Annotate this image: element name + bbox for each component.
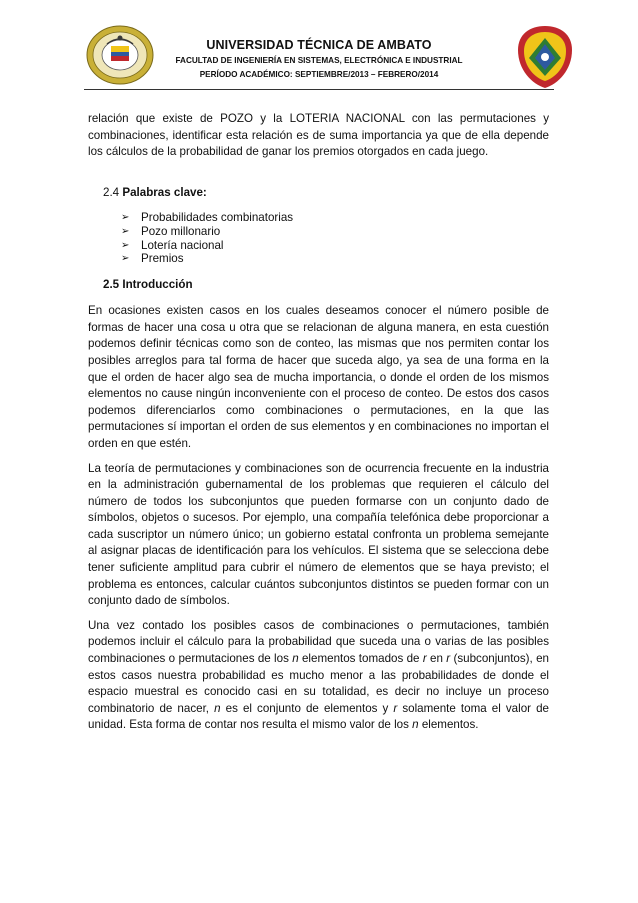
paragraph-intro-continuation: relación que existe de POZO y la LOTERIA NACIONAL con las permutaciones y combinaciones, identificar esta relación es de suma importancia ya que de ella depende los cálculos de la probabilidad de ganar los premios otorgados en cada juego. xyxy=(88,112,549,159)
keyword-text: Pozo millonario xyxy=(141,224,221,238)
list-item xyxy=(121,239,549,253)
section-number: 2.4 xyxy=(103,185,120,199)
text-run: solamente toma el valor de unidad. Esta forma de contar nos resulta el mismo valor de los xyxy=(88,701,549,732)
variable-r: r xyxy=(446,652,451,666)
variable-r: r xyxy=(422,652,427,666)
text-run: (subconjuntos), en estos casos nuestra probabilidad es mucho menor a las probabilidades de donde el espacio muestral es conocido casi en su totalidad, es decir no incluye un proceso combinatorio de nacer, xyxy=(88,652,549,715)
arrow-bullet-icon: ➢ xyxy=(121,239,130,251)
variable-n: n xyxy=(292,652,299,666)
introduction-heading xyxy=(103,277,549,294)
arrow-bullet-icon: ➢ xyxy=(121,225,130,237)
paragraph-counting: En ocasiones existen casos en los cuales deseamos conocer el número posible de formas de hacer una cosa u otra que se relacionan de alguna manera, en esta cuestión podemos definir técnicas como son de conteo, las mismas que nos permiten contar los posibles arreglos para tal forma de hacer que suceda algo, ya sea de una forma en la que el orden de hacer algo sea de mucha importancia, o donde el orden de los mismos elementos no cause ningún inconveniente con el proceso de conteo. De estos dos casos podemos diferenciarlos como combinaciones o permutaciones, en la que las permutaciones sí importan el orden de sus elementos y en combinaciones no importan el orden en que estén. xyxy=(88,304,549,450)
academic-period: PERÍODO ACADÉMICO: SEPTIEMBRE/2013 – FEBRERO/2014 xyxy=(199,70,439,79)
keywords-heading xyxy=(103,185,549,202)
section-title: Palabras clave: xyxy=(122,185,207,199)
text-run: en xyxy=(426,652,447,666)
paragraph-probability xyxy=(88,618,549,734)
page-header xyxy=(0,0,638,96)
text-run: es el conjunto de elementos y xyxy=(220,701,394,715)
arrow-bullet-icon: ➢ xyxy=(121,211,130,223)
document-body xyxy=(88,111,549,734)
list-item xyxy=(121,253,549,267)
section-number: 2.5 xyxy=(103,277,120,291)
faculty-name: FACULTAD DE INGENIERÍA EN SISTEMAS, ELECTRÓNICA E INDUSTRIAL xyxy=(175,56,463,65)
variable-n: n xyxy=(214,701,221,715)
section-title: Introducción xyxy=(122,277,193,291)
variable-r: r xyxy=(393,701,398,715)
keyword-text: Premios xyxy=(141,252,184,266)
keywords-list xyxy=(88,211,549,266)
variable-n: n xyxy=(412,718,419,732)
text-run: Una vez contado los posibles casos de combinaciones o permutaciones, también podemos incluir el cálculo para la probabilidad que suceda una o varias de las posibles combinaciones o permutaciones de los xyxy=(88,618,549,666)
text-run: elementos. xyxy=(418,718,479,732)
university-title: UNIVERSIDAD TÉCNICA DE AMBATO xyxy=(206,38,432,52)
keyword-text: Lotería nacional xyxy=(141,238,224,252)
paragraph-theory: La teoría de permutaciones y combinaciones son de ocurrencia frecuente en la industria en la administración gubernamental de los problemas que requieren el cálculo del número de todos los subconjuntos que pueden formarse con un conjunto dado de símbolos, objetos o sucesos. Por ejemplo, una compañía telefónica debe proporcionar a cada suscriptor un número único; un gobierno estatal confronta un problema semejante al asignar placas de identificación para los vehículos. El sistema que se selecciona debe tener suficiente amplitud para cubrir el número de elementos que se haya previsto; el problema es entonces, calcular cuántos subconjuntos distintos se pueden formar con un conjunto dado de símbolos. xyxy=(88,461,549,608)
header-divider xyxy=(84,89,554,90)
keyword-text: Probabilidades combinatorias xyxy=(141,210,294,224)
arrow-bullet-icon: ➢ xyxy=(121,253,130,265)
text-run: elementos tomados de xyxy=(298,652,423,666)
